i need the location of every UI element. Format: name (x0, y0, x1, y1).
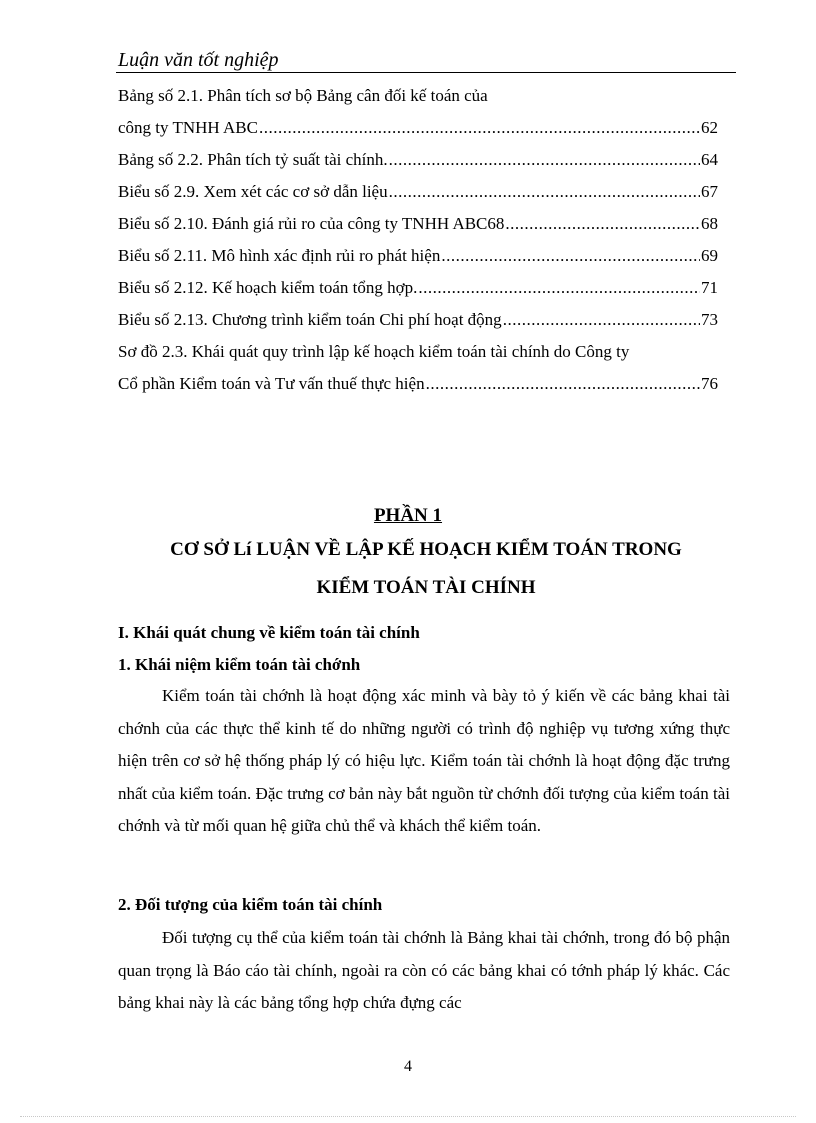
part-title-line-2: KIỂM TOÁN TÀI CHÍNH (316, 577, 536, 598)
running-header-title: Luận văn tốt nghiệp (118, 49, 279, 71)
toc-entry-2 (118, 148, 718, 172)
toc-entry-title: Biểu số 2.11. Mô hình xác định rủi ro phát hiện (118, 246, 441, 265)
toc-entry-title: Cổ phần Kiểm toán và Tư vấn thuế thực hiện (118, 374, 425, 393)
toc-leader-dots (505, 212, 700, 236)
toc-entry-page: 67 (701, 182, 718, 201)
part-title-line-1: CƠ SỞ Lí LUẬN VỀ LẬP KẾ HOẠCH KIỂM TOÁN TRONG (170, 539, 682, 560)
toc-entry-8-first-line: Sơ đồ 2.3. Khái quát quy trình lập kế hoạch kiểm toán tài chính do Công ty (118, 342, 630, 361)
section-heading: I. Khái quát chung về kiểm toán tài chính (118, 623, 420, 642)
toc-entry-1 (118, 116, 718, 140)
part-label: PHẦN 1 (373, 505, 443, 526)
subsection-heading-2: 2. Đối tượng của kiểm toán tài chính (118, 895, 383, 914)
toc-entry-title: Biểu số 2.12. Kế hoạch kiểm toán tổng hợp. (118, 278, 418, 297)
paragraph-object: Đối tượng cụ thể của kiểm toán tài chớnh là Bảng khai tài chớnh, trong đó bộ phận quan trọng là Báo cáo tài chính, ngoài ra còn có các bảng khai có tớnh pháp lý khác. Các bảng khai này là các bảng tổng hợp chứa đựng các (118, 928, 730, 1012)
header-divider (116, 72, 736, 73)
toc-entry-3 (118, 180, 718, 204)
toc-entry-4 (118, 212, 718, 236)
toc-entry-7 (118, 308, 718, 332)
toc-leader-dots (503, 308, 700, 332)
toc-entry-page: 62 (701, 118, 718, 137)
paragraph-concept: Kiểm toán tài chớnh là hoạt động xác minh và bày tỏ ý kiến về các bảng khai tài chớnh của các thực thể kinh tế do những người có trình độ nghiệp vụ tương xứng thực hiện trên cơ sở hệ thống pháp lý có hiệu lực. Kiểm toán tài chớnh là hoạt động đặc trưng nhất của kiểm toán. Đặc trưng cơ bản này bắt nguồn từ chớnh đối tượng của kiểm toán tài chớnh và từ mối quan hệ giữa chủ thể và khách thể kiểm toán. (118, 686, 730, 835)
page-number: 4 (404, 1058, 412, 1075)
toc-entry-title: Biểu số 2.10. Đánh giá rủi ro của công ty TNHH ABC68 (118, 214, 505, 233)
toc-entry-page: 64 (701, 150, 718, 169)
toc-entry-5 (118, 244, 718, 268)
toc-entry-title: Bảng số 2.2. Phân tích tỷ suất tài chính. (118, 150, 388, 169)
toc-entry-title: Biểu số 2.9. Xem xét các cơ sở dẫn liệu (118, 182, 388, 201)
toc-entry-page: 76 (701, 374, 718, 393)
toc-entry-title: Biểu số 2.13. Chương trình kiểm toán Chi phí hoạt động (118, 310, 502, 329)
toc-entry-page: 73 (701, 310, 718, 329)
toc-leader-dots (426, 372, 700, 396)
subsection-heading-1: 1. Khái niệm kiểm toán tài chớnh (118, 655, 361, 674)
toc-leader-dots (389, 180, 700, 204)
toc-entry-page: 68 (701, 214, 718, 233)
toc-entry-6 (118, 276, 718, 300)
toc-leader-dots (418, 276, 700, 300)
toc-entry-page: 71 (701, 278, 718, 297)
toc-entry-1-first-line: Bảng số 2.1. Phân tích sơ bộ Bảng cân đối kế toán của (118, 86, 488, 105)
toc-entry-8 (118, 372, 718, 396)
toc-entry-title: công ty TNHH ABC (118, 118, 258, 137)
toc-leader-dots (441, 244, 700, 268)
toc-leader-dots (259, 116, 700, 140)
page-bottom-edge (20, 1116, 796, 1117)
toc-entry-page: 69 (701, 246, 718, 265)
toc-leader-dots (389, 148, 700, 172)
